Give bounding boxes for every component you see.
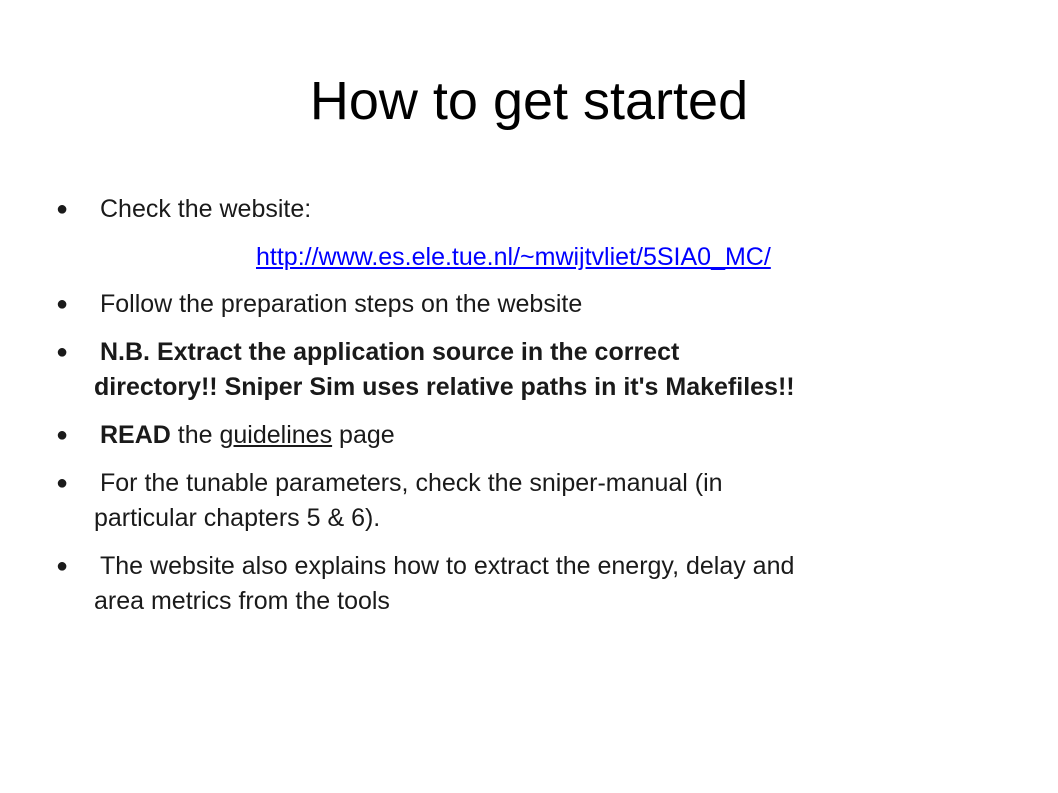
bullet-check-website <box>56 192 1026 227</box>
tunable-text-line2: particular chapters 5 & 6). <box>94 504 381 532</box>
metrics-text-line1: The website also explains how to extract the energy, delay and <box>100 552 795 580</box>
bullet-icon: ● <box>56 555 69 577</box>
bullet-tunable-parameters <box>56 466 1026 536</box>
read-page-text: page <box>332 421 395 449</box>
bullet-read-guidelines <box>56 418 1026 453</box>
bullet-nb <box>56 335 1026 405</box>
bullet-icon: ● <box>56 198 69 220</box>
bullet-icon: ● <box>56 472 69 494</box>
check-website-text: Check the website: <box>100 195 312 223</box>
bullet-list <box>56 192 1026 632</box>
guidelines-link[interactable]: guidelines <box>219 421 333 449</box>
read-emphasis: READ <box>100 421 171 449</box>
read-the-text: the <box>170 421 220 449</box>
website-link[interactable]: http://www.es.ele.tue.nl/~mwijtvliet/5SIA0_MC/ <box>256 243 771 271</box>
slide-title: How to get started <box>309 71 749 131</box>
tunable-text-line1: For the tunable parameters, check the sniper-manual (in <box>100 469 723 497</box>
website-url-row <box>56 240 1026 275</box>
bullet-follow-steps <box>56 287 1026 322</box>
nb-text-line2: directory!! Sniper Sim uses relative paths in it's Makefiles!! <box>94 373 795 401</box>
bullet-icon: ● <box>56 341 69 363</box>
bullet-metrics <box>56 549 1026 619</box>
metrics-text-line2: area metrics from the tools <box>94 587 390 615</box>
bullet-icon: ● <box>56 293 69 315</box>
bullet-icon: ● <box>56 424 69 446</box>
follow-steps-text: Follow the preparation steps on the website <box>100 290 583 318</box>
nb-text-line1: N.B. Extract the application source in the correct <box>100 338 680 366</box>
